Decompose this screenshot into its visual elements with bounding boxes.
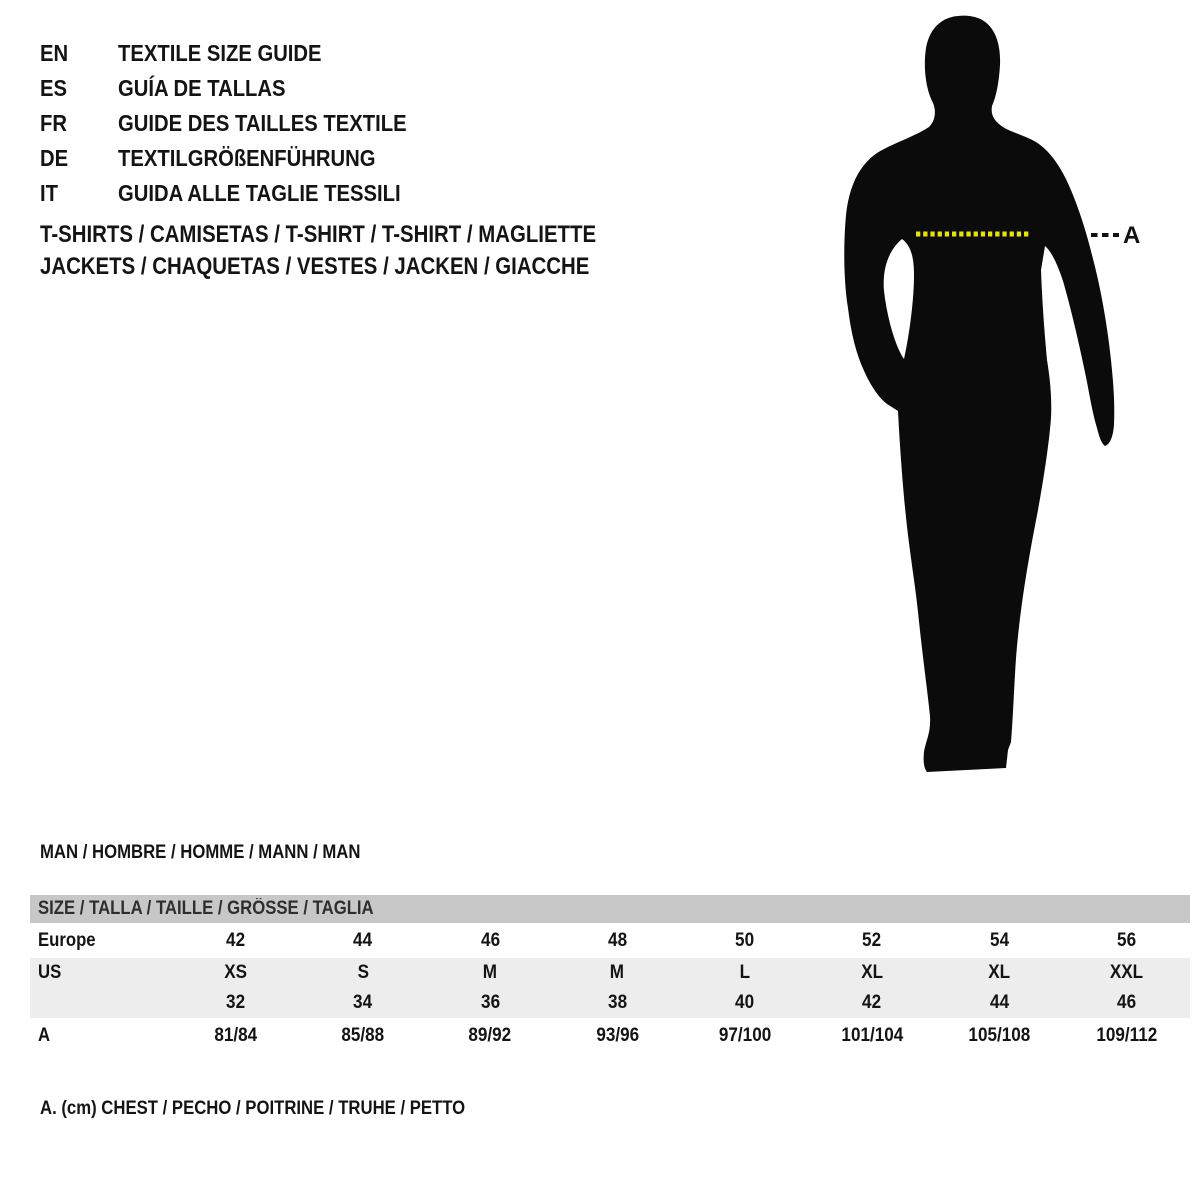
section-title-man: MAN / HOMBRE / HOMME / MANN / MAN — [40, 842, 361, 863]
size-cell: XL — [988, 962, 1011, 983]
size-cell: XL — [860, 962, 883, 983]
language-row-es — [40, 71, 446, 106]
size-cell: 42 — [862, 992, 882, 1013]
category-line-jackets: JACKETS / CHAQUETAS / VESTES / JACKEN / GIACCHE — [40, 253, 590, 280]
size-table — [30, 895, 1190, 1053]
row-label: US — [38, 962, 62, 983]
language-title: TEXTILGRÖßENFÜHRUNG — [118, 145, 376, 171]
table-row-size-number — [30, 988, 1190, 1018]
size-cell: 42 — [226, 929, 246, 951]
man-silhouette-shape — [844, 16, 1114, 772]
language-code: FR — [40, 110, 67, 136]
man-silhouette — [820, 0, 1180, 790]
size-cell: M — [610, 962, 625, 983]
language-row-fr — [40, 106, 446, 141]
size-cell: 54 — [989, 929, 1009, 951]
size-cell: M — [482, 962, 498, 983]
size-cell: S — [357, 962, 369, 983]
size-cell: 81/84 — [214, 1024, 258, 1046]
language-code: ES — [40, 75, 68, 101]
category-line-tshirts: T-SHIRTS / CAMISETAS / T-SHIRT / T-SHIRT / MAGLIETTE — [40, 221, 597, 248]
size-cell: 36 — [480, 992, 500, 1013]
language-row-it — [40, 176, 446, 211]
size-cell: 109/112 — [1095, 1024, 1157, 1046]
size-cell: 44 — [353, 929, 373, 951]
size-cell: 48 — [607, 929, 627, 951]
size-cell: 52 — [862, 929, 882, 951]
size-cell: 85/88 — [341, 1024, 385, 1046]
table-header-label: SIZE / TALLA / TAILLE / GRÖSSE / TAGLIA — [38, 898, 374, 919]
size-cell: 50 — [735, 929, 755, 951]
table-row-us — [30, 958, 1190, 988]
measurement-footnote: A. (cm) CHEST / PECHO / POITRINE / TRUHE / PETTO — [40, 1098, 466, 1119]
language-row-de — [40, 141, 446, 176]
measure-label-a: A — [1123, 222, 1141, 249]
size-cell: 101/104 — [840, 1024, 903, 1046]
size-cell: XS — [224, 962, 248, 983]
size-cell: 46 — [480, 929, 500, 951]
garment-categories — [40, 219, 694, 283]
size-cell: 105/108 — [968, 1024, 1031, 1046]
size-cell: 93/96 — [595, 1024, 639, 1046]
size-cell: XXL — [1109, 962, 1143, 983]
size-cell: 44 — [989, 992, 1009, 1013]
size-cell: 97/100 — [718, 1024, 771, 1046]
language-title: GUÍA DE TALLAS — [118, 75, 286, 101]
size-cell: 40 — [735, 992, 755, 1013]
size-cell: 89/92 — [468, 1024, 512, 1046]
row-label: A — [38, 1024, 51, 1046]
language-code: EN — [40, 40, 69, 66]
language-title: TEXTILE SIZE GUIDE — [118, 40, 322, 66]
size-cell: 38 — [607, 992, 627, 1013]
table-row-europe — [30, 923, 1190, 958]
table-row-chest-a — [30, 1018, 1190, 1053]
language-title: GUIDE DES TAILLES TEXTILE — [118, 110, 407, 136]
table-header-bar — [30, 895, 1190, 923]
language-title: GUIDA ALLE TAGLIE TESSILI — [118, 180, 401, 206]
language-code: IT — [40, 180, 58, 206]
language-code: DE — [40, 145, 69, 171]
size-cell: 34 — [353, 992, 373, 1013]
row-label: Europe — [38, 929, 96, 951]
language-row-en — [40, 36, 446, 71]
size-cell: 32 — [226, 992, 246, 1013]
size-cell: 56 — [1116, 929, 1136, 951]
language-list — [40, 36, 446, 211]
size-cell: L — [739, 962, 750, 983]
size-cell: 46 — [1116, 992, 1136, 1013]
